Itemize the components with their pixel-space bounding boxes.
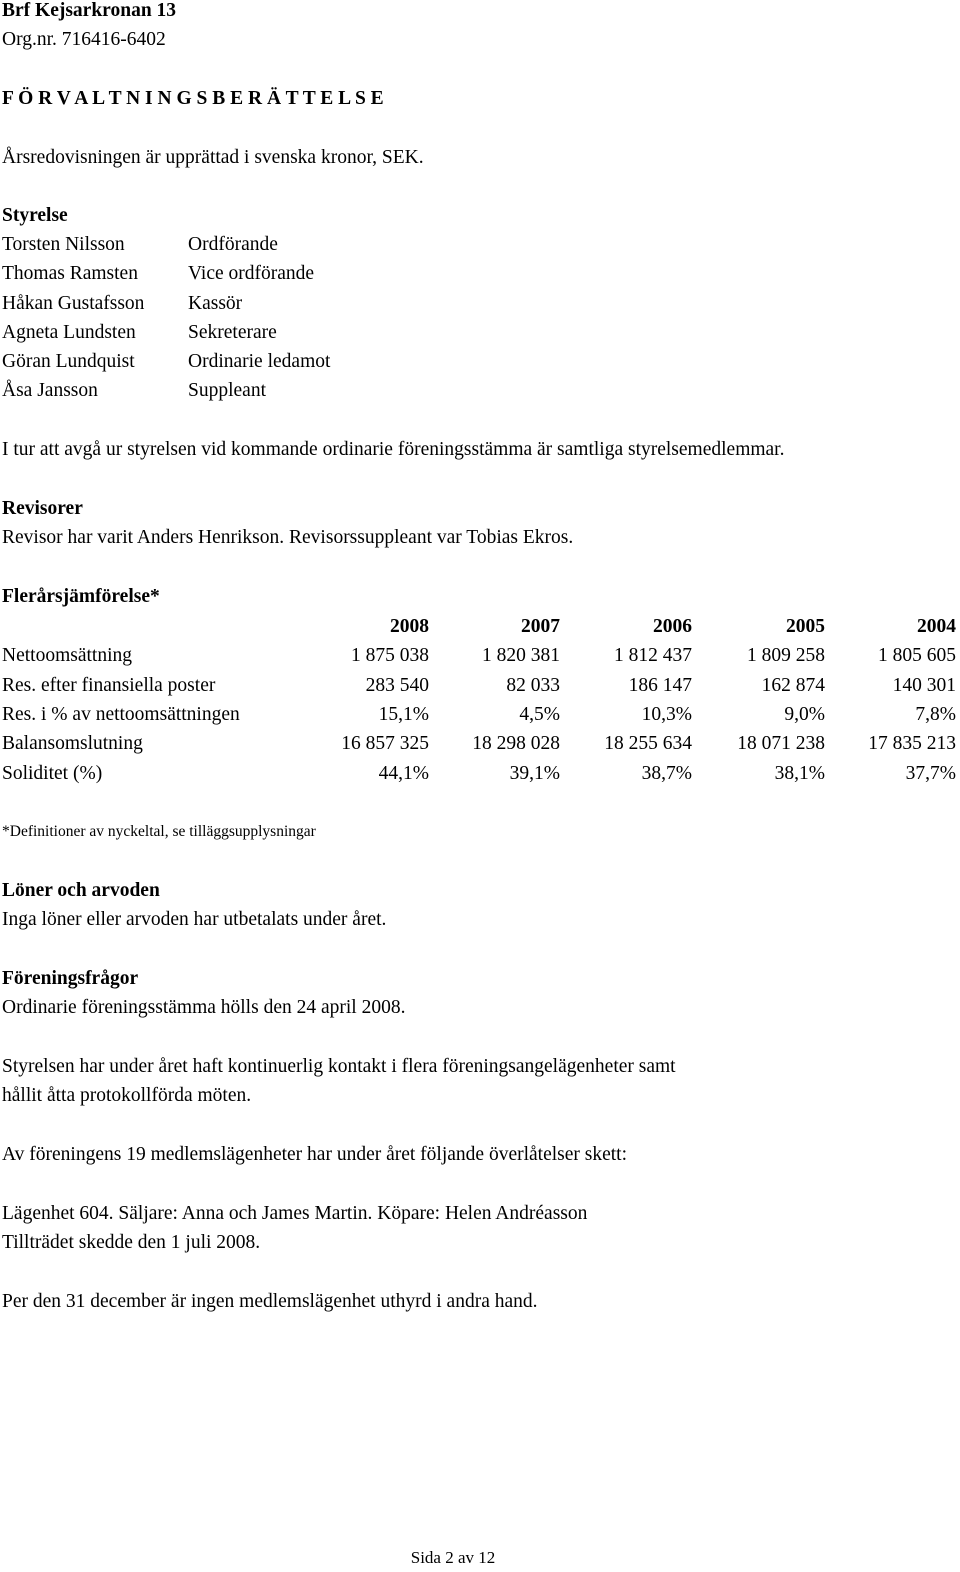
board-member-name: Håkan Gustafsson [2,292,145,314]
key-figures-row [2,700,956,729]
key-figures-table [2,612,956,788]
key-figure-value: 4,5% [519,704,560,726]
board-member-role: Ordförande [188,234,278,255]
key-figure-value: 162 874 [761,674,825,696]
board-member-role: Kassör [188,292,243,314]
key-figures-row [2,729,956,758]
key-figure-value: 39,1% [509,762,560,784]
board-member-name: Torsten Nilsson [2,234,125,255]
key-figure-value: 15,1% [378,704,429,726]
key-figures-row [2,671,956,700]
association-heading: Föreningsfrågor [2,968,139,989]
key-figures-heading: Flerårsjämförelse* [2,586,160,607]
key-figure-value: 44,1% [378,762,429,784]
organization-name: Brf Kejsarkronan 13 [2,0,177,21]
key-figure-value: 18 071 238 [737,733,825,755]
board-member-role: Suppleant [188,380,266,402]
key-figure-value: 38,7% [641,762,692,784]
key-figure-label: Res. i % av nettoomsättningen [2,704,240,726]
document-title: F Ö R V A L T N I N G S B E R Ä T T E L S E [2,88,384,109]
auditors-text: Revisor har varit Anders Henrikson. Revisorssuppleant var Tobias Ekros. [2,527,574,548]
meeting-text: Ordinarie föreningsstämma hölls den 24 april 2008. [2,997,406,1018]
key-figure-value: 1 809 258 [747,645,825,667]
year-header: 2006 [653,616,692,638]
year-header: 2008 [390,616,429,638]
year-header: 2005 [786,616,825,638]
key-figure-value: 16 857 325 [341,733,429,755]
key-figure-label: Nettoomsättning [2,645,132,667]
key-figure-value: 1 805 605 [878,645,956,667]
key-figure-value: 18 298 028 [472,733,560,755]
board-member-name: Thomas Ramsten [2,263,138,285]
board-member-role: Ordinarie ledamot [188,351,331,373]
transfers-intro: Av föreningens 19 medlemslägenheter har under året följande överlåtelser skett: [2,1144,628,1165]
key-figure-value: 18 255 634 [604,733,692,755]
board-note: I tur att avgå ur styrelsen vid kommande ordinarie föreningsstämma är samtliga styrelsemedlemmar. [2,439,785,460]
auditors-heading: Revisorer [2,498,83,519]
key-figure-value: 283 540 [365,674,429,696]
salaries-text: Inga löner eller arvoden har utbetalats under året. [2,909,387,930]
key-figure-label: Balansomslutning [2,733,143,755]
sublet-text: Per den 31 december är ingen medlemslägenhet uthyrd i andra hand. [2,1291,538,1312]
salaries-heading: Löner och arvoden [2,880,160,901]
key-figure-value: 1 820 381 [482,645,560,667]
key-figures-row [2,641,956,670]
contact-text-line-2: hållit åtta protokollförda möten. [2,1085,252,1106]
organization-number: Org.nr. 716416-6402 [2,29,166,50]
intro-text: Årsredovisningen är upprättad i svenska kronor, SEK. [2,147,424,168]
year-header: 2007 [521,616,560,638]
board-member-role: Sekreterare [188,321,277,343]
key-figure-value: 17 835 213 [868,733,956,755]
key-figure-value: 186 147 [628,674,692,696]
board-member-name: Göran Lundquist [2,351,135,373]
key-figures-footnote: *Definitioner av nyckeltal, se tilläggsupplysningar [2,823,316,840]
key-figure-label: Soliditet (%) [2,762,103,784]
key-figure-value: 140 301 [892,674,956,696]
board-member-role: Vice ordförande [188,263,315,285]
key-figure-value: 38,1% [774,762,825,784]
key-figure-value: 82 033 [506,674,560,696]
key-figures-corner [2,612,298,641]
key-figure-value: 1 812 437 [614,645,692,667]
page-number: Sida 2 av 12 [410,1548,496,1567]
key-figure-value: 10,3% [641,704,692,726]
transfer-line-1: Lägenhet 604. Säljare: Anna och James Martin. Köpare: Helen Andréasson [2,1203,588,1224]
year-header: 2004 [917,616,956,638]
key-figure-value: 7,8% [915,704,956,726]
transfer-line-2: Tillträdet skedde den 1 juli 2008. [2,1232,261,1253]
key-figure-label: Res. efter finansiella poster [2,674,216,696]
key-figures-row [2,758,956,787]
board-heading: Styrelse [2,205,68,226]
board-member-name: Agneta Lundsten [2,321,136,343]
key-figure-value: 9,0% [784,704,825,726]
key-figures-header-row [2,612,956,641]
key-figure-value: 37,7% [905,762,956,784]
board-member-name: Åsa Jansson [2,380,98,402]
key-figure-value: 1 875 038 [351,645,429,667]
contact-text-line-1: Styrelsen har under året haft kontinuerlig kontakt i flera föreningsangelägenheter samt [2,1056,676,1077]
